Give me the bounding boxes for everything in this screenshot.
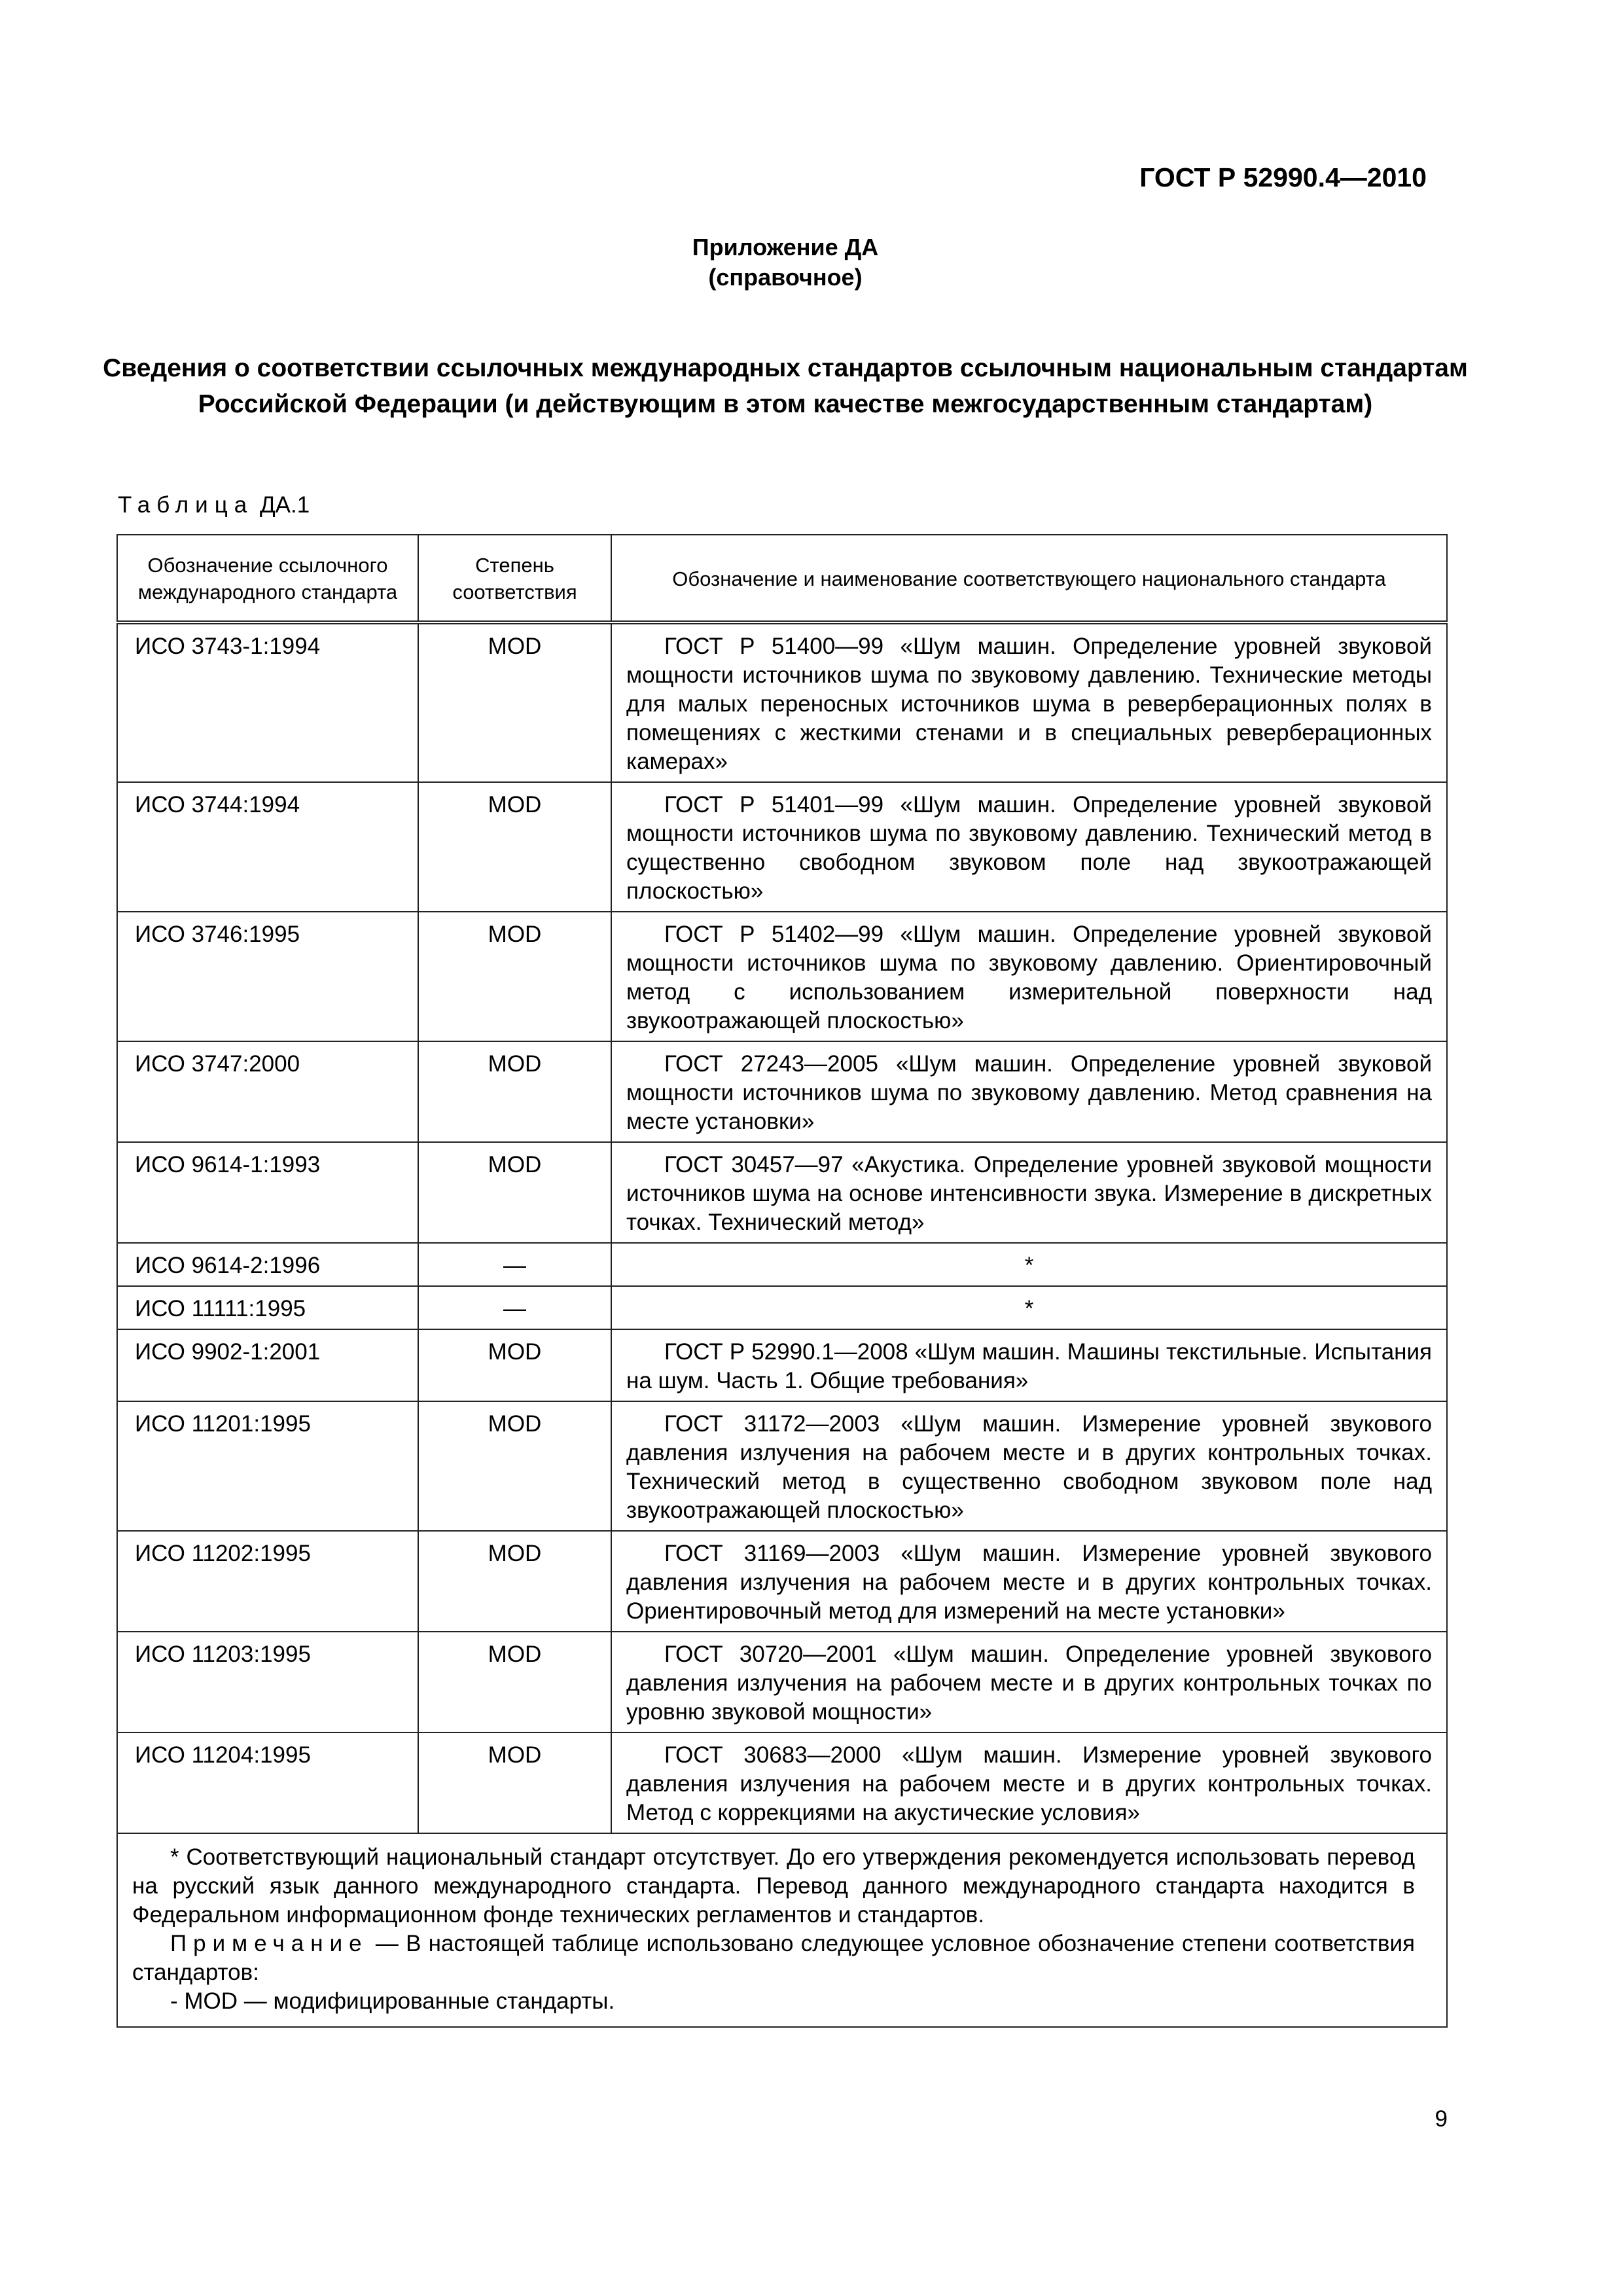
table-row — [117, 1732, 1447, 1833]
table-footnote-row — [117, 1833, 1447, 2027]
column-header: Обозначение ссылочного международного стандарта — [117, 535, 418, 622]
table-row — [117, 1329, 1447, 1401]
column-header: Степень соответствия — [418, 535, 611, 622]
table-row — [117, 1632, 1447, 1732]
table-header-row — [117, 535, 1447, 622]
degree-cell: MOD — [418, 1142, 611, 1243]
designation-cell: ИСО 11203:1995 — [117, 1632, 418, 1732]
table-caption-number: ДА.1 — [259, 492, 310, 518]
appendix-label: Приложение ДА — [692, 234, 879, 260]
designation-cell: ИСО 3746:1995 — [117, 912, 418, 1041]
degree-cell: MOD — [418, 1401, 611, 1531]
section-title: Сведения о соответствии ссылочных международных стандартов ссылочным национальным стандартам Российской Федерации (и действующим в этом качестве межгосударственным стандартам) — [103, 354, 1468, 418]
designation-cell: ИСО 11111:1995 — [117, 1286, 418, 1329]
national-standard-cell: ГОСТ 27243—2005 «Шум машин. Определение уровней звуковой мощности источников шума по звуковому давлению. Метод сравнения на месте установки» — [611, 1041, 1447, 1142]
national-standard-cell: ГОСТ 30457—97 «Акустика. Определение уровней звуковой мощности источников шума на основе интенсивности звука. Измерение в дискретных точках. Технический метод» — [611, 1142, 1447, 1243]
document-code: ГОСТ Р 52990.4—2010 — [1139, 162, 1427, 192]
national-standard-cell: ГОСТ 31172—2003 «Шум машин. Измерение уровней звукового давления излучения на рабочем месте и в других контрольных точках. Технический метод в существенно свободном звуковом поле над звукоотражающей плоскостью» — [611, 1401, 1447, 1531]
page-number: 9 — [1435, 2106, 1448, 2132]
degree-cell: — — [418, 1286, 611, 1329]
table-row — [117, 782, 1447, 912]
national-standard-cell: ГОСТ Р 51400—99 «Шум машин. Определение уровней звуковой мощности источников шума по звуковому давлению. Технические методы для малых переносных источников шума в реверберационных полях в помещениях с жесткими стенами и в специальных реверберационных камерах» — [611, 622, 1447, 782]
table-row — [117, 622, 1447, 782]
degree-cell: MOD — [418, 622, 611, 782]
degree-cell: — — [418, 1243, 611, 1286]
column-header: Обозначение и наименование соответствующего национального стандарта — [611, 535, 1447, 622]
designation-cell: ИСО 3747:2000 — [117, 1041, 418, 1142]
table-footnote — [117, 1833, 1447, 2027]
national-standard-cell: ГОСТ Р 51402—99 «Шум машин. Определение уровней звуковой мощности источников шума по звуковому давлению. Ориентировочный метод с использованием измерительной поверхности над звукоотражающей плоскостью» — [611, 912, 1447, 1041]
table-row — [117, 1142, 1447, 1243]
national-standard-cell: * — [611, 1286, 1447, 1329]
national-standard-cell: * — [611, 1243, 1447, 1286]
degree-cell: MOD — [418, 1632, 611, 1732]
note-text: Примечание — В настоящей таблице использовано следующее условное обозначение степени соответствия стандартов: — [132, 1931, 1415, 1985]
appendix-heading — [0, 232, 1571, 293]
table-row — [117, 1286, 1447, 1329]
designation-cell: ИСО 3743-1:1994 — [117, 622, 418, 782]
national-standard-cell: ГОСТ Р 51401—99 «Шум машин. Определение уровней звуковой мощности источников шума по звуковому давлению. Технический метод в существенно свободном звуковом поле над звукоотражающей плоскостью» — [611, 782, 1447, 912]
table-caption-word: Таблица — [118, 492, 254, 518]
footnote-text: * Соответствующий национальный стандарт отсутствует. До его утверждения рекомендуется использовать перевод на русский язык данного международного стандарта. Перевод данного международного стандарта находится в Федеральном информационном фонде технических регламентов и стандартов. — [132, 1844, 1415, 1928]
degree-cell: MOD — [418, 912, 611, 1041]
appendix-type: (справочное) — [708, 264, 863, 291]
national-standard-cell: ГОСТ Р 52990.1—2008 «Шум машин. Машины текстильные. Испытания на шум. Часть 1. Общие требования» — [611, 1329, 1447, 1401]
designation-cell: ИСО 11202:1995 — [117, 1531, 418, 1632]
designation-cell: ИСО 11204:1995 — [117, 1732, 418, 1833]
table-row — [117, 1531, 1447, 1632]
designation-cell: ИСО 9614-2:1996 — [117, 1243, 418, 1286]
degree-cell: MOD — [418, 1531, 611, 1632]
designation-cell: ИСО 9614-1:1993 — [117, 1142, 418, 1243]
table-row — [117, 1401, 1447, 1531]
designation-cell: ИСО 3744:1994 — [117, 782, 418, 912]
table-row — [117, 1041, 1447, 1142]
national-standard-cell: ГОСТ 31169—2003 «Шум машин. Измерение уровней звукового давления излучения на рабочем месте и в других контрольных точках. Ориентировочный метод для измерений на месте установки» — [611, 1531, 1447, 1632]
designation-cell: ИСО 9902-1:2001 — [117, 1329, 418, 1401]
degree-cell: MOD — [418, 1329, 611, 1401]
designation-cell: ИСО 11201:1995 — [117, 1401, 418, 1531]
note-label: Примечание — [170, 1931, 368, 1956]
degree-cell: MOD — [418, 1732, 611, 1833]
note-item: - MOD — модифицированные стандарты. — [170, 1988, 615, 2014]
table-row — [117, 1243, 1447, 1286]
national-standard-cell: ГОСТ 30720—2001 «Шум машин. Определение уровней звукового давления излучения на рабочем месте и в других контрольных точках по уровню звуковой мощности» — [611, 1632, 1447, 1732]
degree-cell: MOD — [418, 782, 611, 912]
degree-cell: MOD — [418, 1041, 611, 1142]
table-row — [117, 912, 1447, 1041]
national-standard-cell: ГОСТ 30683—2000 «Шум машин. Измерение уровней звукового давления излучения на рабочем месте и в других контрольных точках. Метод с коррекциями на акустические условия» — [611, 1732, 1447, 1833]
table-caption — [118, 492, 310, 518]
correspondence-table — [116, 534, 1448, 2028]
